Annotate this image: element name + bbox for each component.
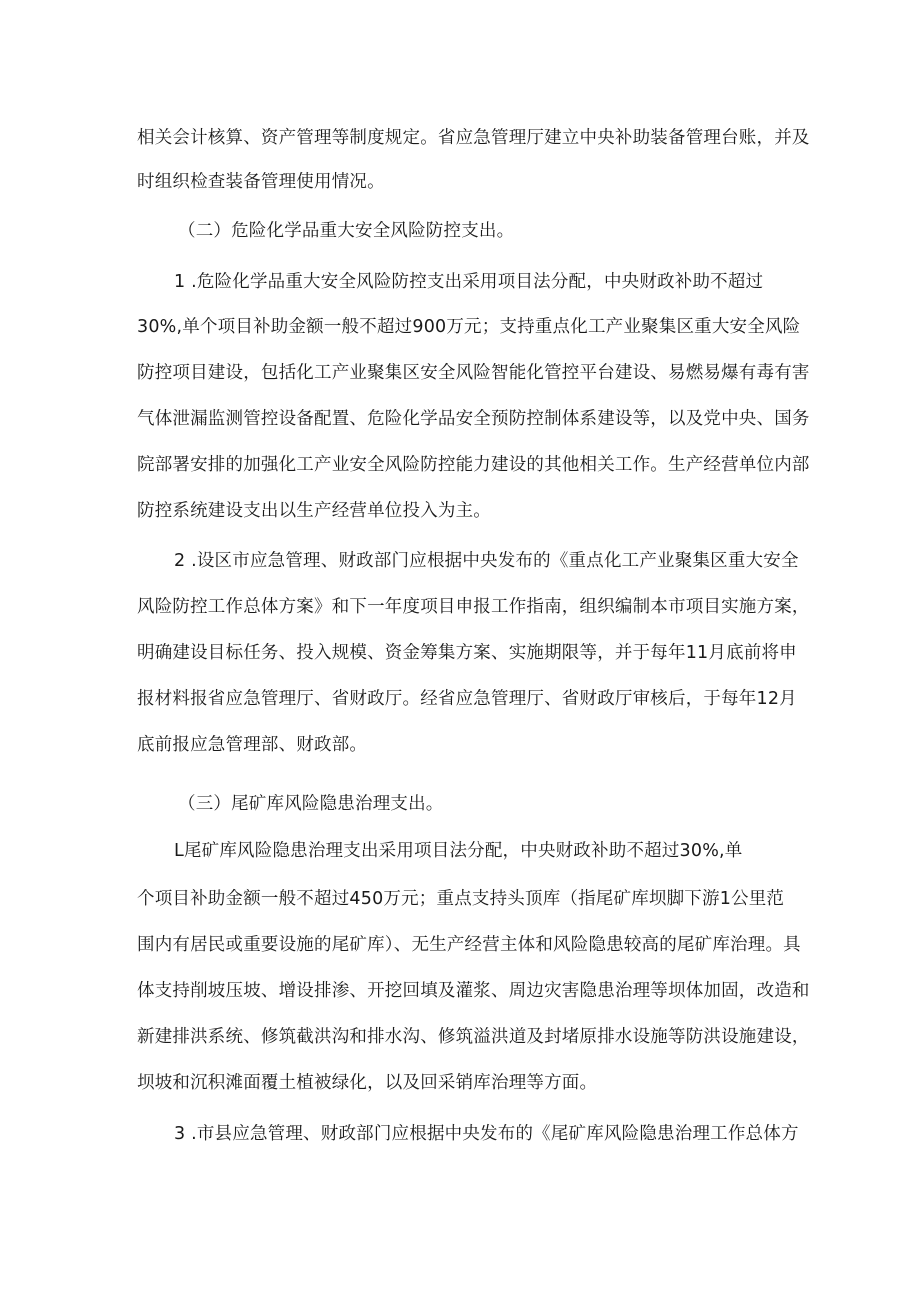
text-line: 相关会计核算、资产管理等制度规定。省应急管理厅建立中央补助装备管理台账，并及: [137, 128, 810, 148]
text-line: 气体泄漏监测管控设备配置、危险化学品安全预防控制体系建设等，以及党中央、国务: [137, 409, 810, 429]
text-line: 院部署安排的加强化工产业安全风险防控能力建设的其他相关工作。生产经营单位内部: [137, 455, 810, 475]
section-heading: （二）危险化学品重大安全风险防控支出。: [178, 221, 515, 241]
text-line: 坝坡和沉积滩面覆土植被绿化，以及回采销库治理等方面。: [137, 1073, 598, 1093]
section-heading: （三）尾矿库风险隐患治理支出。: [178, 794, 444, 814]
text-line: 个项目补助金额一般不超过450万元；重点支持头顶库（指尾矿库坝脚下游1公里范: [137, 889, 785, 909]
text-line: L尾矿库风险隐患治理支出采用项目法分配，中央财政补助不超过30%,单: [174, 841, 743, 861]
text-line: 时组织检查装备管理使用情况。: [137, 172, 385, 192]
text-line: 报材料报省应急管理厅、省财政厅。经省应急管理厅、省财政厅审核后，于每年12月: [137, 689, 797, 709]
text-line: 明确建设目标任务、投入规模、资金筹集方案、实施期限等，并于每年11月底前将申: [137, 643, 797, 663]
text-line: 体支持削坡压坡、增设排渗、开挖回填及灌浆、周边灾害隐患治理等坝体加固，改造和: [137, 981, 810, 1001]
text-line: 风险防控工作总体方案》和下一年度项目申报工作指南，组织编制本市项目实施方案，: [137, 597, 810, 617]
text-line: 防控系统建设支出以生产经营单位投入为主。: [137, 501, 491, 521]
text-line: 1 .危险化学品重大安全风险防控支出采用项目法分配，中央财政补助不超过: [174, 272, 764, 292]
text-line: 3 .市县应急管理、财政部门应根据中央发布的《尾矿库风险隐患治理工作总体方: [174, 1124, 799, 1144]
text-line: 30%,单个项目补助金额一般不超过900万元；支持重点化工产业聚集区重大安全风险: [137, 317, 801, 337]
text-line: 2 .设区市应急管理、财政部门应根据中央发布的《重点化工产业聚集区重大安全: [174, 551, 799, 571]
text-line: 围内有居民或重要设施的尾矿库）、无生产经营主体和风险隐患较高的尾矿库治理。具: [137, 935, 801, 955]
text-line: 防控项目建设，包括化工产业聚集区安全风险智能化管控平台建设、易燃易爆有毒有害: [137, 363, 810, 383]
text-line: 底前报应急管理部、财政部。: [137, 735, 368, 755]
text-line: 新建排洪系统、修筑截洪沟和排水沟、修筑溢洪道及封堵原排水设施等防洪设施建设，: [137, 1027, 810, 1047]
